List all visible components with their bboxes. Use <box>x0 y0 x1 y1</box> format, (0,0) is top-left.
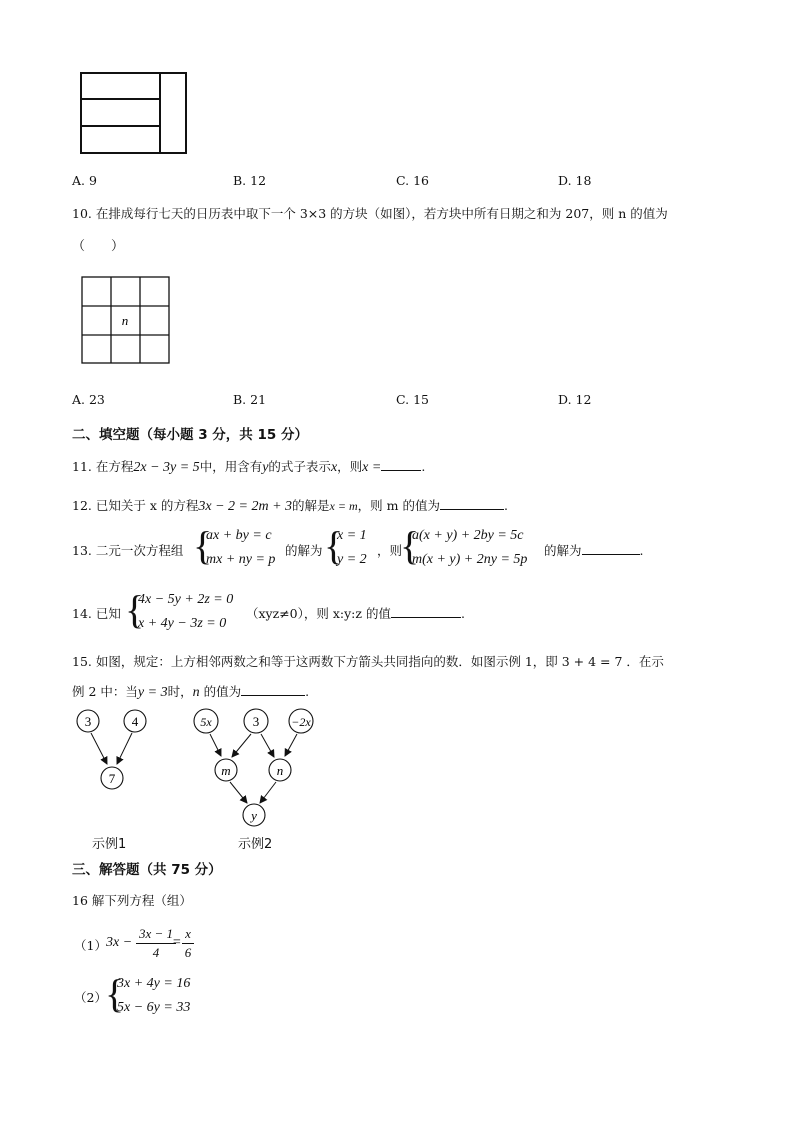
q10-grid-center-label: n <box>121 313 129 328</box>
q10-option-c[interactable]: C. 15 <box>396 392 429 407</box>
q15-ex2-middle-right: n <box>276 763 284 778</box>
q11-mid3: ，则 <box>337 459 363 474</box>
q9-figure <box>78 70 190 156</box>
q16-part1-den1: 4 <box>152 945 160 960</box>
q10-stem-line2: （ ） <box>72 239 125 254</box>
q11-prefix: 11. 在方程 <box>72 459 134 474</box>
q15-ex2-bottom: y <box>251 808 257 823</box>
q13-sys2-eq2: y = 2 <box>337 552 367 567</box>
q16-part1-equals: = <box>172 935 182 950</box>
q16-part1-num2: x <box>185 926 191 941</box>
q15-ex2-top-left: 5x <box>200 715 212 729</box>
q13-brace-2: { <box>324 523 344 568</box>
q16-part1-fracline1 <box>136 943 176 944</box>
q15-ex1-top-left: 3 <box>84 714 92 729</box>
q15-example1-label: 示例1 <box>92 837 127 852</box>
q15-ex2-top-right: −2x <box>291 715 311 729</box>
q16-part2-eq1: 3x + 4y = 16 <box>117 976 191 991</box>
q12-solution: x = m <box>329 499 358 513</box>
q13-brace-3: { <box>400 523 420 568</box>
q14-tail <box>246 604 465 622</box>
q15-line2 <box>72 682 309 701</box>
q11-var-y: y <box>262 460 269 475</box>
q16-part2-label: （2） <box>74 990 107 1005</box>
q15-var-n: n <box>192 685 200 700</box>
q13-mid2: ，则 <box>377 543 403 558</box>
q16-part2-brace: { <box>105 971 125 1016</box>
q16-part2-eq2: 5x − 6y = 33 <box>117 1000 191 1015</box>
q14-end: . <box>460 606 465 621</box>
q13-prefix: 13. 二元一次方程组 <box>72 543 184 558</box>
q16-part1-lead: 3x − <box>106 935 133 950</box>
q15-y-value: y = 3 <box>137 685 168 700</box>
q11-lhs: x = <box>362 460 382 475</box>
q12-prefix: 12. 已知关于 x 的方程 <box>72 498 199 513</box>
q15-line2-a: 例 2 中：当 <box>72 684 138 699</box>
q14-prefix: 14. 已知 <box>72 606 121 621</box>
q14-system <box>138 588 233 636</box>
q14-condition: （xyz≠0），则 x:y:z 的值 <box>246 606 391 621</box>
q13-end-text: 的解为 <box>544 543 582 558</box>
q15-ex2-top-middle: 3 <box>252 714 260 729</box>
q11-mid2: 的式子表示 <box>268 459 331 474</box>
q15-example2-diagram <box>190 706 330 834</box>
q15-example1-diagram <box>66 706 166 796</box>
q9-option-d[interactable]: D. 18 <box>558 173 592 188</box>
q10-option-b[interactable]: B. 21 <box>233 392 267 407</box>
q12-equation: 3x − 2 = 2m + 3 <box>198 499 293 514</box>
q12-line <box>72 496 508 515</box>
section3-title: 三、解答题（共 75 分） <box>72 862 222 878</box>
q16-part1-den2: 6 <box>184 945 192 960</box>
q11-line <box>72 457 425 476</box>
q13-system-2 <box>337 524 367 572</box>
q15-ex2-middle-left: m <box>221 763 231 778</box>
q12-mid: 的解是 <box>292 498 330 513</box>
q10-calendar-grid <box>80 275 172 365</box>
q9-option-c[interactable]: C. 16 <box>396 173 429 188</box>
q14-sys-eq2: x + 4y − 3z = 0 <box>138 616 227 631</box>
q10-option-d[interactable]: D. 12 <box>558 392 592 407</box>
section2-title: 二、填空题（每小题 3 分，共 15 分） <box>72 427 308 443</box>
q13-end: . <box>639 543 644 558</box>
q14-answer-blank[interactable] <box>391 605 461 618</box>
q16-part1-label: （1） <box>74 938 107 953</box>
q11-answer-blank[interactable] <box>381 458 421 471</box>
q15-answer-blank[interactable] <box>241 683 305 696</box>
q13-sys1-eq2: mx + ny = p <box>206 552 276 567</box>
q16-part1-num1: 3x − 1 <box>138 926 174 941</box>
q12-end: . <box>503 498 508 513</box>
q10-stem-line1: 10. 在排成每行七天的日历表中取下一个 3×3 的方块（如图），若方块中所有日期之和为 207，则 n 的值为 <box>72 206 668 221</box>
q14-brace: { <box>125 587 145 632</box>
q15-ex1-bottom: 7 <box>108 771 116 786</box>
q13-sys3-eq1: a(x + y) + 2by = 5c <box>412 528 524 543</box>
q10-option-a[interactable]: A. 23 <box>72 392 105 407</box>
q13-system-3 <box>412 524 527 572</box>
q13-mid: 的解为 <box>285 543 323 558</box>
q16-part2-system <box>117 972 190 1020</box>
q13-answer-blank[interactable] <box>582 542 640 555</box>
q14-sys-eq1: 4x − 5y + 2z = 0 <box>138 592 234 607</box>
q13-brace-1: { <box>193 523 213 568</box>
q11-end: . <box>421 459 426 474</box>
q9-option-b[interactable]: B. 12 <box>233 173 267 188</box>
q16-part1-fracline2 <box>182 943 194 944</box>
q13-sys3-eq2: m(x + y) + 2ny = 5p <box>412 552 528 567</box>
q13-end-line <box>544 541 644 559</box>
q13-sys1-eq1: ax + by = c <box>206 528 272 543</box>
q15-ex1-top-right: 4 <box>131 714 139 729</box>
q15-example2-label: 示例2 <box>238 837 273 852</box>
q15-line1: 15. 如图，规定：上方相邻两数之和等于这两数下方箭头共同指向的数．如图示例 1，即 3 + 4 = 7 ．在示 <box>72 654 664 669</box>
q15-line2-e: 的值为 <box>199 684 242 699</box>
q11-equation: 2x − 3y = 5 <box>133 460 200 475</box>
q11-var-x: x <box>330 460 338 475</box>
q12-answer-blank[interactable] <box>440 497 504 510</box>
q15-line2-c: 时， <box>167 684 193 699</box>
q13-system-1 <box>206 524 275 572</box>
q13-sys2-eq1: x = 1 <box>337 528 367 543</box>
q16-stem: 16 解下列方程（组） <box>72 893 192 908</box>
q15-end: . <box>305 684 310 699</box>
q11-mid: 中，用含有 <box>199 459 263 474</box>
q12-end-text: ，则 m 的值为 <box>357 498 440 513</box>
q9-option-a[interactable]: A. 9 <box>72 173 97 188</box>
